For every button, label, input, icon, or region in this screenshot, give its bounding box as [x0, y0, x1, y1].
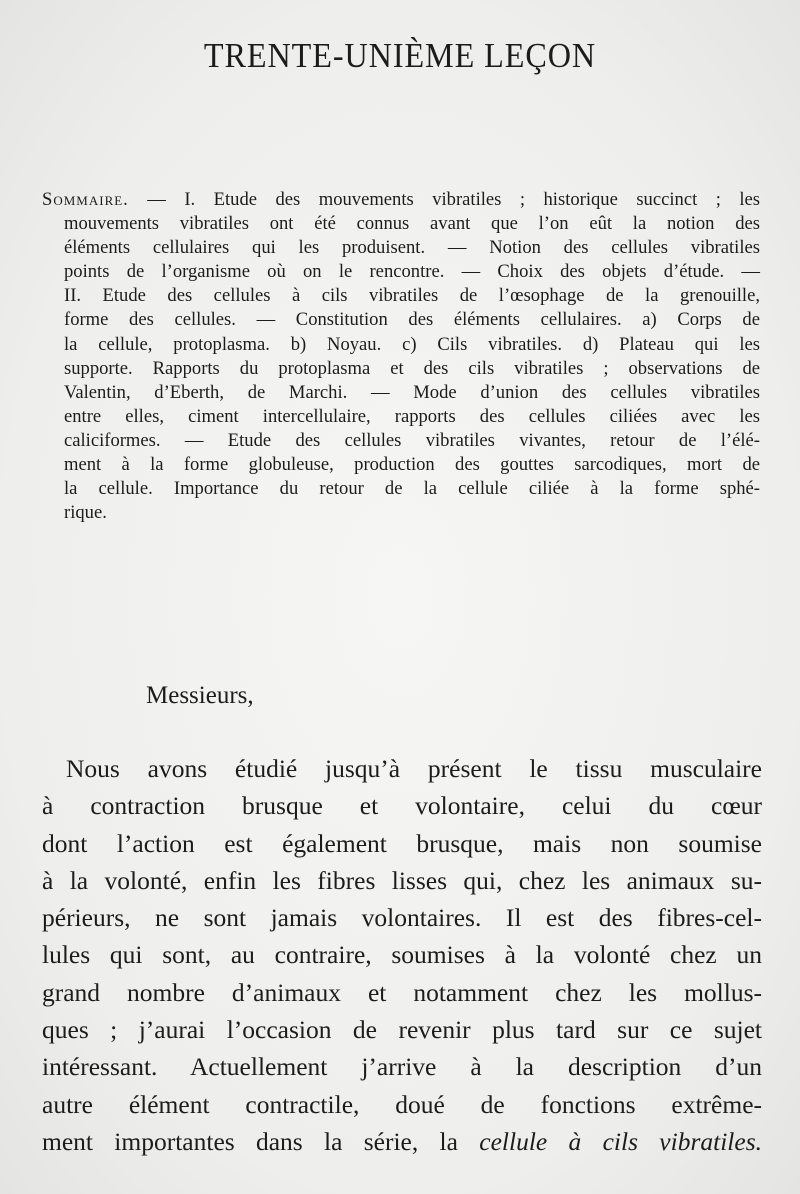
body-line: à contraction brusque et volontaire, celui du cœur — [42, 791, 762, 821]
summary-label: Sommaire. — [42, 189, 129, 210]
summary-block — [42, 188, 760, 525]
body-line: à la volonté, enfin les fibres lisses qui, chez les animaux su- — [42, 865, 762, 895]
salutation: Messieurs, — [146, 682, 254, 709]
summary-line: ment à la forme globuleuse, production des gouttes sarcodiques, mort de — [64, 454, 760, 476]
summary-line: Sommaire. — I. Etude des mouvements vibratiles ; historique succinct ; les — [42, 189, 760, 210]
summary-line: éléments cellulaires qui les produisent. — Notion des cellules vibratiles — [64, 237, 760, 259]
summary-line: entre elles, ciment intercellulaire, rapports des cellules ciliées avec les — [64, 405, 760, 427]
summary-line: points de l’organisme où on le rencontre. — Choix des objets d’étude. — — [64, 261, 760, 283]
body-line: intéressant. Actuellement j’arrive à la description d’un — [42, 1052, 762, 1082]
chapter-title: TRENTE-UNIÈME LEÇON — [203, 36, 597, 75]
summary-line: forme des cellules. — Constitution des éléments cellulaires. a) Corps de — [64, 309, 760, 331]
summary-line: la cellule, protoplasma. b) Noyau. c) Cils vibratiles. d) Plateau qui les — [64, 333, 760, 355]
body-line: ques ; j’aurai l’occasion de revenir plus tard sur ce sujet — [42, 1015, 762, 1045]
body-line: lules qui sont, au contraire, soumises à la volonté chez un — [42, 940, 762, 970]
summary-line: mouvements vibratiles ont été connus avant que l’on eût la notion des — [64, 213, 760, 235]
summary-line: supporte. Rapports du protoplasma et des cils vibratiles ; observations de — [64, 357, 760, 379]
body-line: dont l’action est également brusque, mais non soumise — [42, 828, 762, 858]
body-line: Nous avons étudié jusqu’à présent le tissu musculaire — [66, 754, 762, 783]
body-line: grand nombre d’animaux et notamment chez les mollus- — [42, 977, 762, 1007]
summary-line: rique. — [64, 502, 107, 524]
body-line: ment importantes dans la série, la cellule à cils vibratiles. — [42, 1126, 762, 1156]
italic-term: cellule à cils vibratiles. — [479, 1126, 762, 1156]
summary-line: II. Etude des cellules à cils vibratiles de l’œsophage de la grenouille, — [64, 285, 760, 307]
body-line: périeurs, ne sont jamais volontaires. Il est des fibres-cel- — [42, 903, 762, 933]
summary-line: Valentin, d’Eberth, de Marchi. — Mode d’union des cellules vibratiles — [64, 381, 760, 403]
body-paragraph — [42, 750, 762, 1160]
summary-line: caliciformes. — Etude des cellules vibratiles vivantes, retour de l’élé- — [64, 429, 760, 451]
summary-line: la cellule. Importance du retour de la cellule ciliée à la forme sphé- — [64, 478, 760, 500]
body-line: autre élément contractile, doué de fonctions extrême- — [42, 1089, 762, 1119]
